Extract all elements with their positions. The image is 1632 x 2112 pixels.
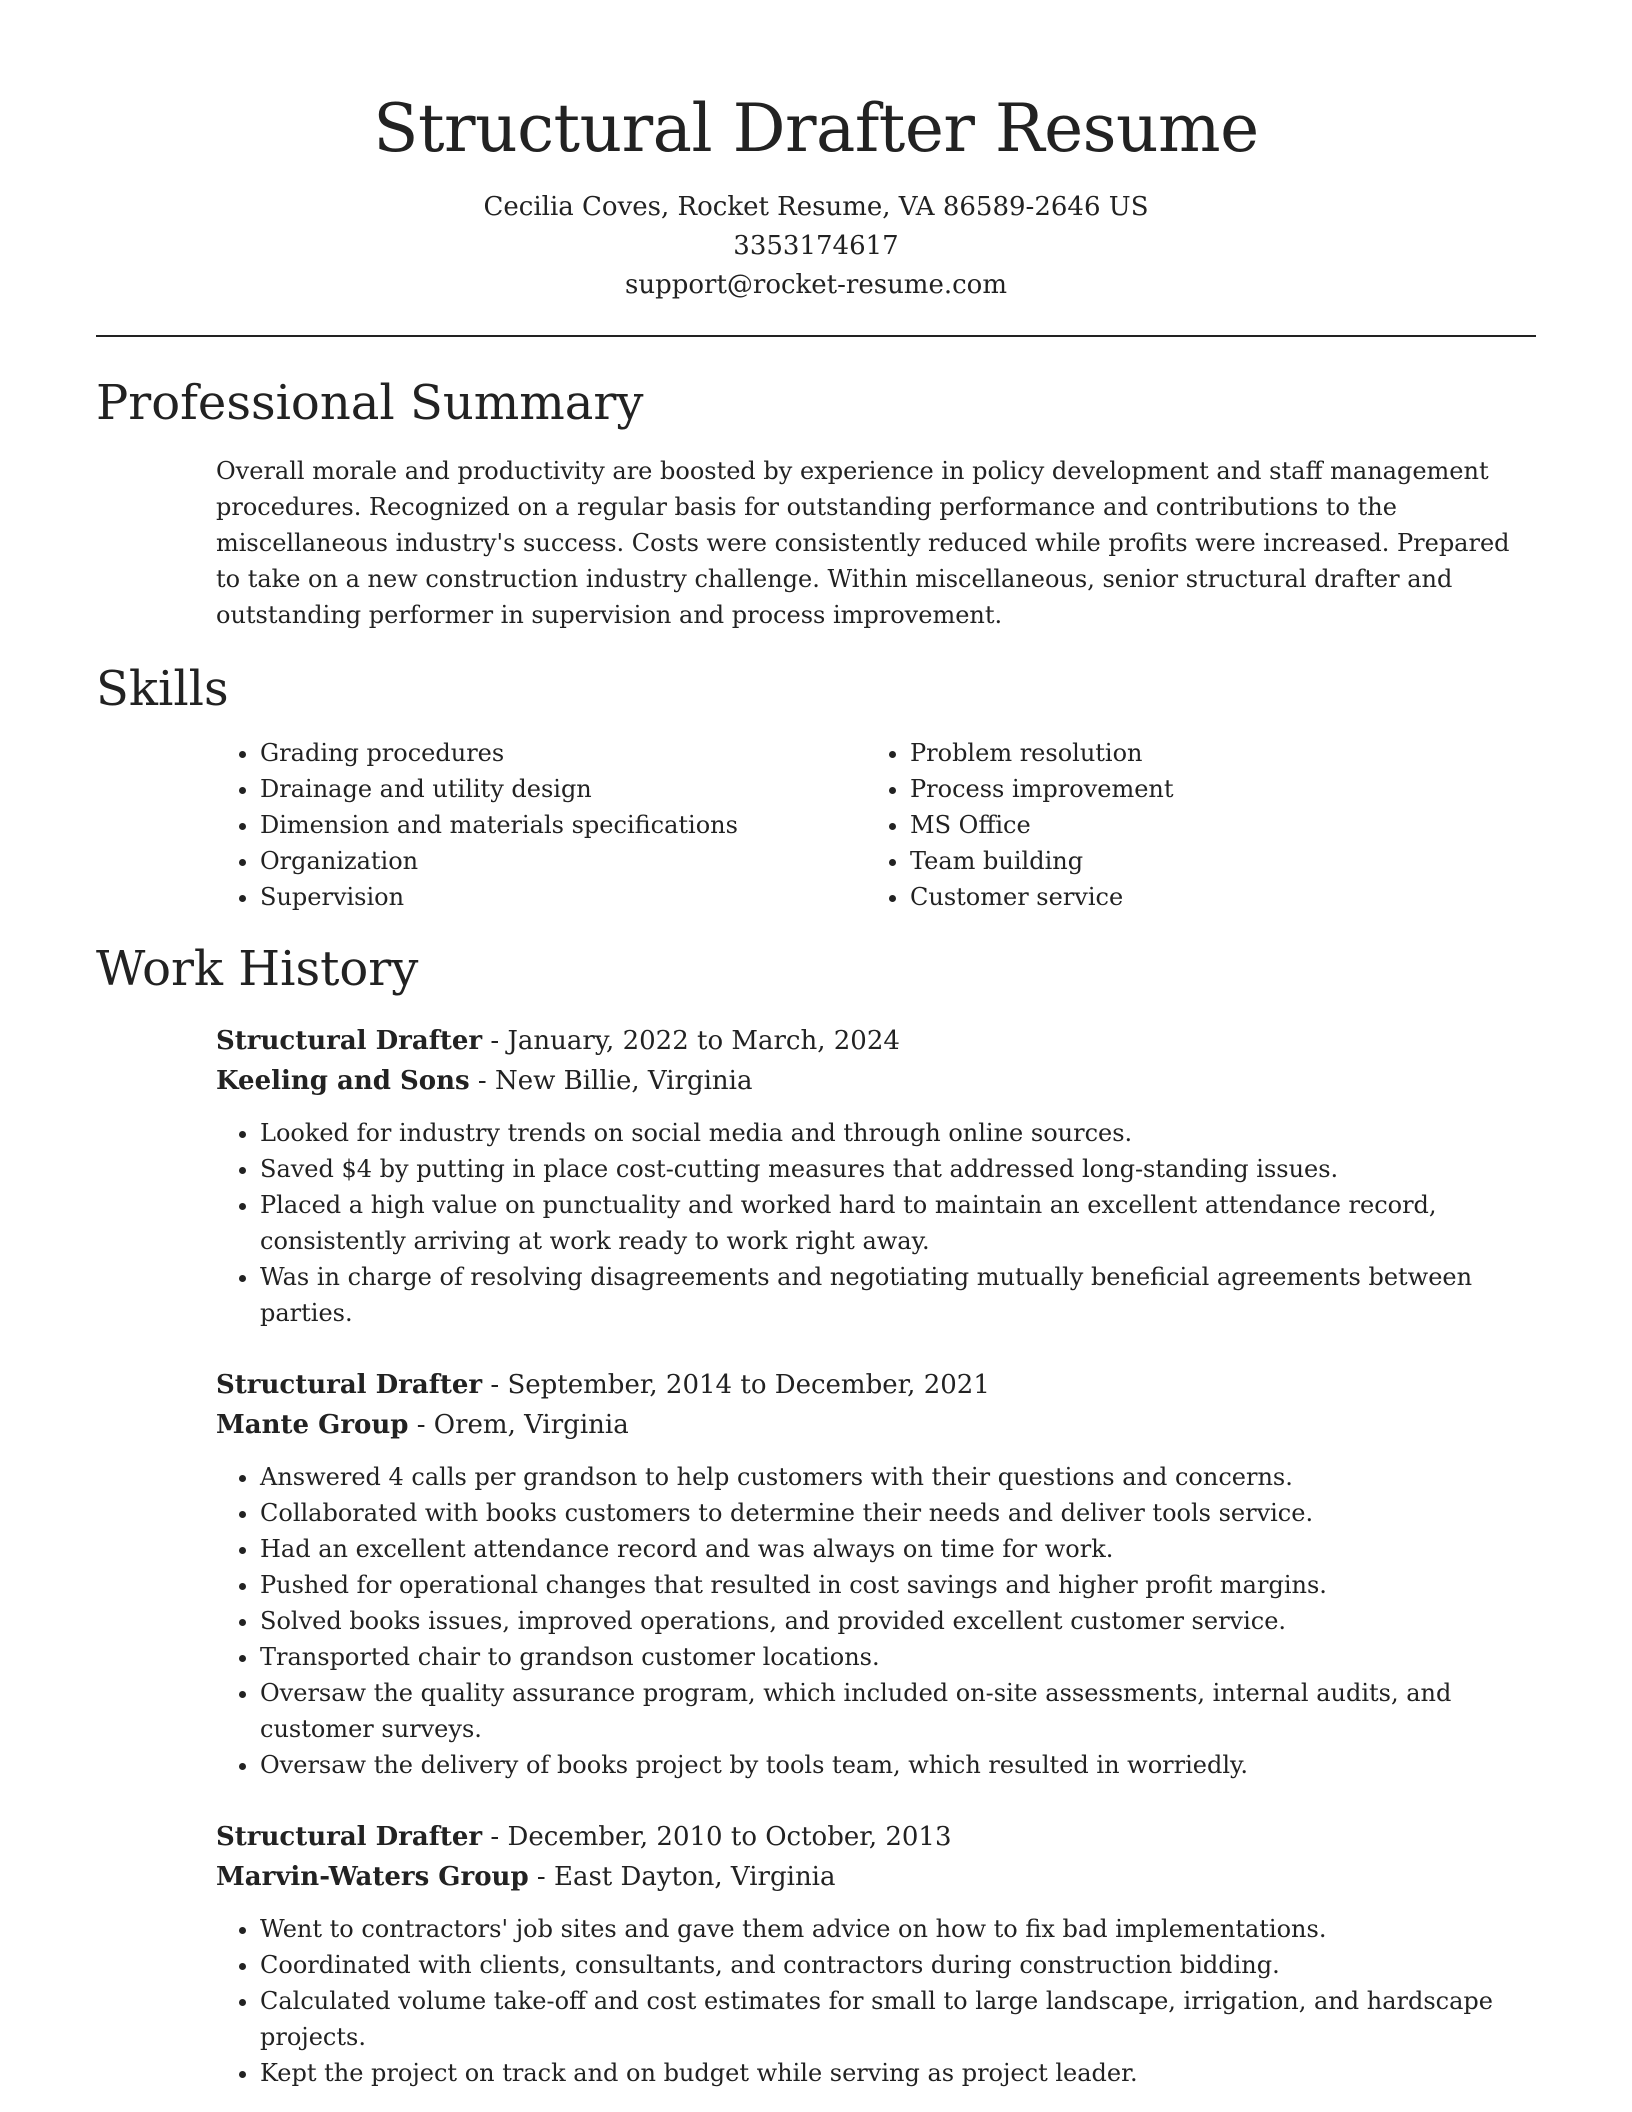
job-location: Orem, Virginia [433, 1410, 629, 1440]
job-bullet: • Collaborated with books customers to determine their needs and deliver tools service. [260, 1495, 1536, 1531]
skill-item: • Organization [260, 843, 866, 879]
job-bullet: • Looked for industry trends on social media and through online sources. [260, 1115, 1536, 1151]
job-title: Structural Drafter [216, 1822, 483, 1852]
work-history-heading: Work History [96, 941, 419, 997]
summary-text: Overall morale and productivity are boosted by experience in policy development and staff management procedures. Recognized on a regular basis for outstanding performance and contributions to the miscellaneous industry's success. Costs were consistently reduced while profits were increased. Prepared to take on a new construction industry challenge. Within miscellaneous, senior structural drafter and outstanding performer in supervision and process improvement. [216, 457, 1510, 629]
job-dates: January, 2022 to March, 2024 [507, 1026, 900, 1056]
job-bullet: • Had an excellent attendance record and was always on time for work. [260, 1531, 1536, 1567]
skill-item: • Grading procedures [260, 735, 866, 771]
job-bullet: • Oversaw the delivery of books project by tools team, which resulted in worriedly. [260, 1747, 1536, 1783]
skill-item: • Customer service [910, 879, 1510, 915]
skill-item: • Drainage and utility design [260, 771, 866, 807]
job-bullet: • Solved books issues, improved operations, and provided excellent customer service. [260, 1603, 1536, 1639]
job-title-line: Structural Drafter - December, 2010 to October, 2013 [216, 1822, 952, 1852]
job-company: Mante Group [216, 1410, 409, 1440]
contact-email: support@rocket-resume.com [624, 270, 1007, 300]
contact-address: Cecilia Coves, Rocket Resume, VA 86589-2646 US [483, 192, 1149, 222]
job-bullet: • Answered 4 calls per grandson to help customers with their questions and concerns. [260, 1459, 1536, 1495]
job-bullet: • Placed a high value on punctuality and worked hard to maintain an excellent attendance record, consistently arriving at work ready to work right away. [260, 1187, 1536, 1259]
job-dates: December, 2010 to October, 2013 [507, 1822, 952, 1852]
job-company: Marvin-Waters Group [216, 1862, 529, 1892]
job-bullets [216, 1911, 1536, 2091]
skills-column-left [216, 735, 866, 915]
skills-list [216, 735, 1536, 915]
job-title-line: Structural Drafter - September, 2014 to December, 2021 [216, 1370, 990, 1400]
job-title-line: Structural Drafter - January, 2022 to March, 2024 [216, 1026, 900, 1056]
job-company-line: Keeling and Sons - New Billie, Virginia [216, 1066, 753, 1096]
resume-title: Structural Drafter Resume [373, 90, 1259, 167]
skill-item: • MS Office [910, 807, 1510, 843]
job-bullet: • Coordinated with clients, consultants, and contractors during construction bidding. [260, 1947, 1536, 1983]
contact-block [96, 188, 1536, 305]
resume-page [96, 0, 1536, 2091]
skills-heading: Skills [96, 661, 229, 717]
skill-item: • Problem resolution [910, 735, 1510, 771]
job-bullet: • Went to contractors' job sites and gave them advice on how to fix bad implementations. [260, 1911, 1536, 1947]
job-company: Keeling and Sons [216, 1066, 470, 1096]
job-bullet: • Saved $4 by putting in place cost-cutting measures that addressed long-standing issues. [260, 1151, 1536, 1187]
summary-heading: Professional Summary [96, 375, 644, 431]
header-divider [96, 335, 1536, 337]
job-company-line: Mante Group - Orem, Virginia [216, 1410, 629, 1440]
job-entry [96, 1021, 1536, 1331]
skill-item: • Dimension and materials specifications [260, 807, 866, 843]
contact-phone: 3353174617 [733, 231, 899, 261]
job-bullet: • Kept the project on track and on budget while serving as project leader. [260, 2055, 1536, 2091]
skills-column-right [866, 735, 1510, 915]
job-title: Structural Drafter [216, 1026, 483, 1056]
job-title: Structural Drafter [216, 1370, 483, 1400]
job-bullet: • Pushed for operational changes that resulted in cost savings and higher profit margins. [260, 1567, 1536, 1603]
job-bullet: • Was in charge of resolving disagreements and negotiating mutually beneficial agreements between parties. [260, 1259, 1536, 1331]
skill-item: • Team building [910, 843, 1510, 879]
job-company-line: Marvin-Waters Group - East Dayton, Virginia [216, 1862, 836, 1892]
job-bullets [216, 1115, 1536, 1331]
job-location: East Dayton, Virginia [553, 1862, 836, 1892]
job-bullet: • Calculated volume take-off and cost estimates for small to large landscape, irrigation, and hardscape projects. [260, 1983, 1536, 2055]
skill-item: • Process improvement [910, 771, 1510, 807]
job-dates: September, 2014 to December, 2021 [507, 1370, 990, 1400]
job-bullets [216, 1459, 1536, 1783]
job-location: New Billie, Virginia [494, 1066, 753, 1096]
job-bullet: • Transported chair to grandson customer locations. [260, 1639, 1536, 1675]
job-bullet: • Oversaw the quality assurance program, which included on-site assessments, internal audits, and customer surveys. [260, 1675, 1536, 1747]
skill-item: • Supervision [260, 879, 866, 915]
job-entry [96, 1365, 1536, 1783]
job-entry [96, 1817, 1536, 2091]
